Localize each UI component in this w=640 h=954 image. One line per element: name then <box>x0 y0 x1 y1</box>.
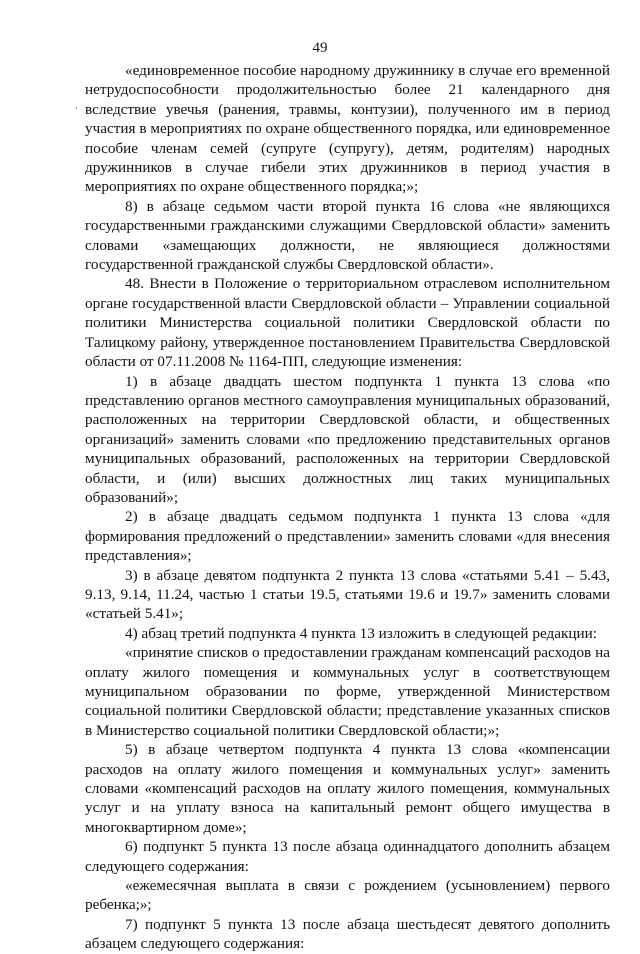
paragraph-subitem-2: 2) в абзаце двадцать седьмом подпункта 1 пункта 13 слова «для формирования предложений о представлении» заменить словами «для внесения представления»; <box>85 508 610 565</box>
paragraph-subitem-1: 1) в абзаце двадцать шестом подпункта 1 пункта 13 слова «по представлению органов местного самоуправления муниципальных образований, расположенных на территории Свердловской области, и общественных организаций» заменить словами «по предложению представительных органов муниципальных образований, расположенных на территории Свердловской области, и (или) высших должностных лиц таких муниципальных образований»; <box>85 372 610 506</box>
scan-artifact <box>76 107 77 109</box>
paragraph-subitem-5: 5) в абзаце четвертом подпункта 4 пункта 13 слова «компенсации расходов на оплату жилого помещения и коммунальных услуг» заменить словами «компенсаций расходов на оплату жилого помещения, коммунальных услуг и на уплату взноса на капитальный ремонт общего имущества в многоквартирном доме»; <box>85 741 610 836</box>
paragraph-subitem-4: 4) абзац третий подпункта 4 пункта 13 изложить в следующей редакции: <box>125 624 597 642</box>
document-body <box>85 61 610 954</box>
paragraph-subitem-3: 3) в абзаце девятом подпункта 2 пункта 13 слова «статьями 5.41 – 5.43, 9.13, 9.14, 11.24, частью 1 статьи 19.5, статьями 19.6 и 19.7» заменить словами «статьей 5.41»; <box>85 566 610 623</box>
page-number: 49 <box>312 40 328 56</box>
paragraph-quoted-lists: «принятие списков о предоставлении гражданам компенсаций расходов на оплату жилого помещения и коммунальных услуг в соответствующем муниципальном образовании по форме, утвержденной Министерством социальной политики Свердловской области; представление указанных списков в Министерство социальной политики Свердловской области;»; <box>85 644 610 739</box>
paragraph-item-8: 8) в абзаце седьмом части второй пункта 16 слова «не являющихся государственными гражданскими служащими Свердловской области» заменить словами «замещающих должности, не являющиеся должностями государственной гражданской службы Свердловской области». <box>85 197 610 274</box>
paragraph-subitem-6: 6) подпункт 5 пункта 13 после абзаца одиннадцатого дополнить абзацем следующего содержания: <box>85 838 610 875</box>
paragraph-subitem-7: 7) подпункт 5 пункта 13 после абзаца шестьдесят девятого дополнить абзацем следующего содержания: <box>85 915 610 953</box>
paragraph-quoted-benefit: «единовременное пособие народному дружиннику в случае его временной нетрудоспособности продолжительностью более 21 календарного дня вследствие увечья (ранения, травмы, контузии), полученного им в период участия в мероприятиях по охране общественного порядка, или единовременное пособие членам семей (супруге (супругу), детям, родителям) народных дружинников в случае гибели этих дружинников в период участия в мероприятиях по охране общественного порядка;»; <box>85 62 610 196</box>
paragraph-item-48: 48. Внести в Положение о территориальном отраслевом исполнительном органе государственной власти Свердловской области – Управлении социальной политики Министерства социальной политики Свердловской области по Талицкому району, утвержденное постановлением Правительства Свердловской области от 07.11.2008 № 1164-ПП, следующие изменения: <box>85 275 610 371</box>
paragraph-quoted-payment: «ежемесячная выплата в связи с рождением (усыновлением) первого ребенка;»; <box>85 877 610 914</box>
